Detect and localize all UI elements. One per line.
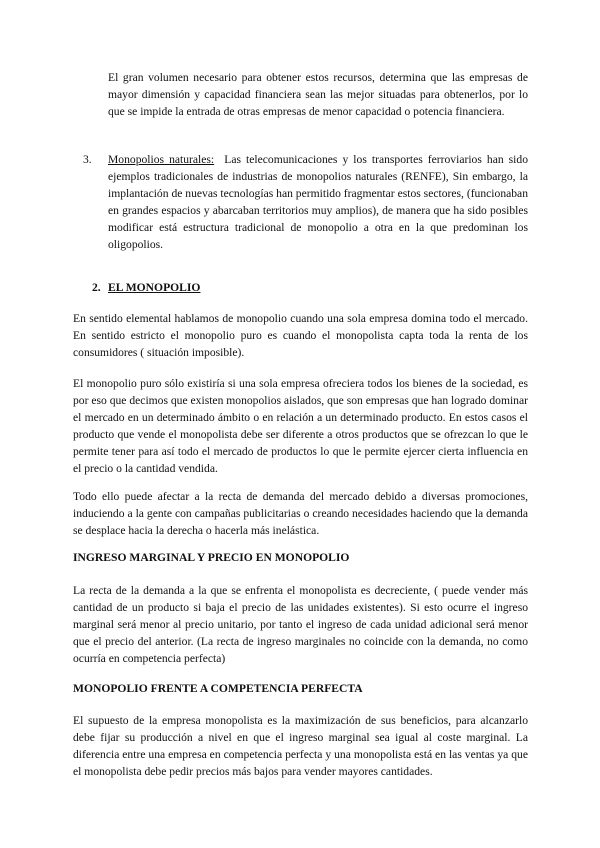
section-number: 2. (92, 281, 101, 294)
item3-number: 3. (83, 153, 92, 166)
heading-monopolio-frente: MONOPOLIO FRENTE A COMPETENCIA PERFECTA (73, 682, 363, 695)
continuation-paragraph: El gran volumen necesario para obtener estos recursos, determina que las empresas de mayor dimensión y capacidad financiera sean las mejor situadas para obtenerlos, por lo que se impide la entrada de otras empresas de menor capacidad o potencia financiera. (108, 71, 528, 118)
paragraph-ingreso: La recta de la demanda a la que se enfrenta el monopolista es decreciente, ( puede vender más cantidad de un producto si baja el precio de las unidades existentes). Si esto ocurre el ingreso marginal será menor al precio unitario, por tanto el ingreso de cada unidad adicional será menor que el precio del anterior. (La recta de ingreso marginales no coincide con la demanda, no como ocurría en competencia perfecta) (73, 584, 528, 665)
paragraph-1: En sentido elemental hablamos de monopolio cuando una sola empresa domina todo el mercado. En sentido estricto el monopolio puro es cuando el monopolista capta toda la renta de los consumidores ( situación imposible). (73, 312, 528, 359)
paragraph-frente: El supuesto de la empresa monopolista es la maximización de sus beneficios, para alcanzarlo debe fijar su producción a nivel en que el ingreso marginal sea igual al coste marginal. La diferencia entre una empresa en competencia perfecta y una monopolista está en las ventas ya que el monopolista debe pedir precios más bajos para vender mayores cantidades. (73, 714, 528, 778)
item3-label: Monopolios naturales: (108, 153, 215, 166)
paragraph-2: El monopolio puro sólo existiría si una sola empresa ofreciera todos los bienes de la sociedad, es por eso que decimos que existen monopolios aislados, que son empresas que han logrado dominar el mercado en un determinado ámbito o en relación a un determinado producto. En estos casos el producto que vende el monopolista debe ser diferente a otros productos que se ofrezcan lo que le permite tener para así todo el mercado de productos lo que le permite ejercer cierta influencia en el precio o la cantidad vendida. (73, 377, 528, 475)
section-title: EL MONOPOLIO (108, 281, 201, 294)
item3-paragraph (108, 151, 528, 253)
heading-ingreso-marginal: INGRESO MARGINAL Y PRECIO EN MONOPOLIO (73, 551, 350, 564)
item3-text: Las telecomunicaciones y los transportes ferroviarios han sido ejemplos tradicionales de industrias de monopolios naturales (RENFE), Sin embargo, la implantación de nuevas tecnologías han permitido fragmentar estos sectores, (funcionaban en grandes espacios y abarcaban territorios muy amplios), de manera que ha sido posibles modificar está estructura tradicional de monopolio a otra en la que predominan los oligopolios. (108, 153, 528, 251)
paragraph-3: Todo ello puede afectar a la recta de demanda del mercado debido a diversas promociones, induciendo a la gente con campañas publicitarias o creando necesidades haciendo que la demanda se desplace hacia la derecha o hacerla más inelástica. (73, 490, 528, 537)
